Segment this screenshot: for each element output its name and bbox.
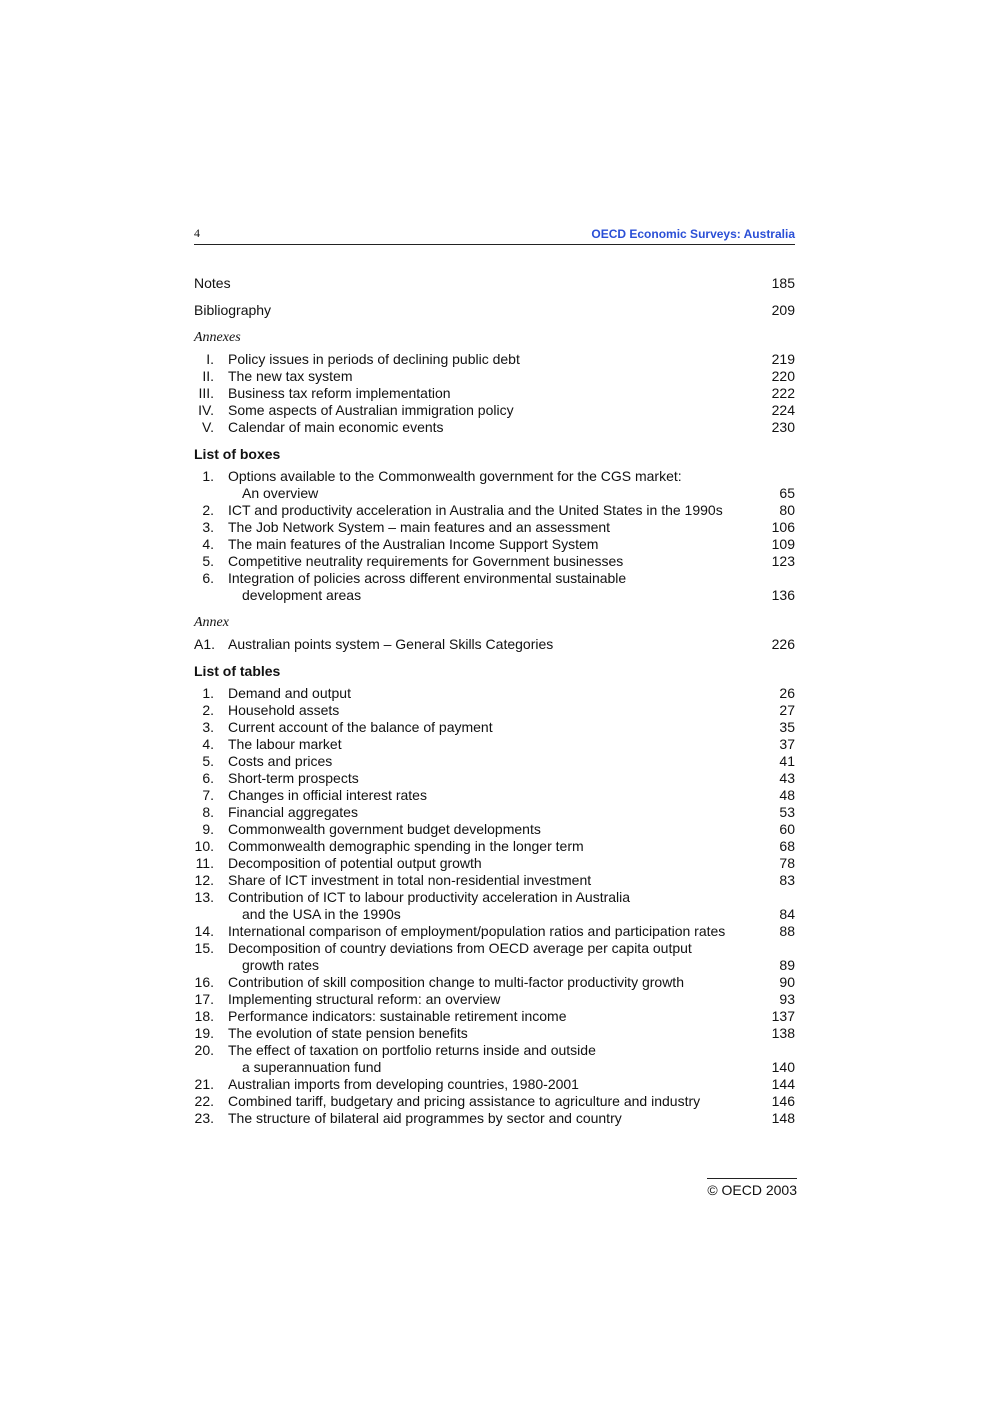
entry-label: Contribution of skill composition change to multi-factor productivity growth: [228, 974, 684, 990]
entry-page: 123: [771, 553, 795, 569]
entry-page: 226: [771, 636, 795, 652]
entry-number-cell: [194, 519, 228, 536]
toc-entry[interactable]: [194, 940, 795, 974]
entry-number-cell: [194, 368, 228, 385]
entry-page: 222: [771, 385, 795, 401]
entry-number-cell: [194, 570, 228, 604]
entry-title: [228, 636, 745, 653]
toc-entry[interactable]: [194, 770, 795, 787]
entry-title: [228, 719, 745, 736]
entry-page: 219: [771, 351, 795, 367]
entry-number-cell: [194, 991, 228, 1008]
entry-number-cell: [194, 1042, 228, 1076]
entry-number-cell: [194, 889, 228, 923]
entry-page: 144: [771, 1076, 795, 1092]
entry-page: 26: [779, 685, 795, 701]
toc-entry[interactable]: [194, 468, 795, 502]
entry-label: International comparison of employment/population ratios and participation rates: [228, 923, 726, 939]
toc-entry[interactable]: [194, 368, 795, 385]
entry-label: Bibliography: [194, 302, 272, 318]
entry-title: [228, 468, 745, 502]
entry-page: 185: [771, 275, 795, 291]
entry-page: 35: [779, 719, 795, 735]
toc-entry[interactable]: [194, 502, 795, 519]
entry-number-cell: [194, 974, 228, 991]
toc-entry[interactable]: [194, 302, 795, 319]
toc-entry[interactable]: [194, 753, 795, 770]
entry-number-cell: [194, 923, 228, 940]
entry-number-cell: [194, 402, 228, 419]
document-page: [194, 226, 795, 1137]
entry-label: Short-term prospects: [228, 770, 359, 786]
entry-number-cell: [194, 804, 228, 821]
entry-page: 80: [779, 502, 795, 518]
entry-number: 5.: [202, 753, 214, 769]
boxes-heading: List of boxes: [194, 446, 281, 462]
toc-entry[interactable]: [194, 536, 795, 553]
entry-label: Business tax reform implementation: [228, 385, 451, 401]
entry-number: II.: [202, 368, 214, 384]
entry-label: Australian points system – General Skills Categories: [228, 636, 554, 652]
annexes-heading: Annexes: [194, 330, 241, 345]
entry-number-cell: [194, 685, 228, 702]
entry-number: 12.: [194, 872, 214, 888]
entry-page: 84: [779, 906, 795, 922]
running-header: [194, 226, 795, 245]
entry-number-cell: [194, 736, 228, 753]
entry-title: [228, 1110, 745, 1127]
entry-title: [228, 570, 745, 604]
annexes-list: [194, 351, 795, 436]
entry-number: 3.: [202, 719, 214, 735]
toc-entry[interactable]: [194, 570, 795, 604]
toc-entry[interactable]: [194, 685, 795, 702]
entry-label: Changes in official interest rates: [228, 787, 427, 803]
toc-entry[interactable]: [194, 736, 795, 753]
entry-number-cell: [194, 351, 228, 368]
entry-number-cell: [194, 502, 228, 519]
entry-label: Policy issues in periods of declining public debt: [228, 351, 520, 367]
entry-number: 19.: [194, 1025, 214, 1041]
entry-page: 83: [779, 872, 795, 888]
entry-number: 13.: [194, 889, 214, 905]
toc-entry[interactable]: [194, 855, 795, 872]
entry-label: Combined tariff, budgetary and pricing assistance to agriculture and industry: [228, 1093, 701, 1109]
entry-title: [228, 804, 745, 821]
entry-title: [228, 536, 745, 553]
entry-number-cell: [194, 770, 228, 787]
toc-entry[interactable]: [194, 275, 795, 292]
page-number: 4: [194, 226, 200, 240]
entry-number: 14.: [194, 923, 214, 939]
entry-title: [228, 685, 745, 702]
entry-page: 106: [771, 519, 795, 535]
entry-label: The main features of the Australian Income Support System: [228, 536, 599, 552]
toc-entry[interactable]: [194, 351, 795, 368]
toc-entry[interactable]: [194, 804, 795, 821]
entry-label: Options available to the Commonwealth government for the CGS market:: [228, 468, 682, 484]
entry-number: 15.: [194, 940, 214, 956]
entry-label: Financial aggregates: [228, 804, 358, 820]
running-title: OECD Economic Surveys: Australia: [591, 227, 795, 241]
entry-title: [228, 1042, 745, 1076]
entry-label: Demand and output: [228, 685, 351, 701]
table-of-contents: [194, 275, 795, 1127]
entry-title: [228, 702, 745, 719]
entry-number: III.: [198, 385, 214, 401]
entry-title: [228, 923, 745, 940]
toc-entry[interactable]: [194, 719, 795, 736]
boxes-list: [194, 468, 795, 604]
entry-number: 7.: [202, 787, 214, 803]
toc-entry[interactable]: [194, 385, 795, 402]
entry-title: [228, 872, 745, 889]
entry-label-continued: growth rates: [242, 957, 320, 973]
toc-entry[interactable]: [194, 1042, 795, 1076]
entry-title: [228, 1025, 745, 1042]
entry-number: 6.: [202, 770, 214, 786]
entry-page: 43: [779, 770, 795, 786]
entry-number: A1.: [194, 636, 216, 652]
entry-number: 2.: [202, 502, 214, 518]
entry-number-cell: [194, 855, 228, 872]
entry-page: 146: [771, 1093, 795, 1109]
entry-page: 148: [771, 1110, 795, 1126]
toc-entry[interactable]: [194, 787, 795, 804]
entry-number: IV.: [198, 402, 214, 418]
entry-label: The labour market: [228, 736, 342, 752]
entry-title: [228, 385, 745, 402]
tables-list: [194, 685, 795, 1127]
toc-entry[interactable]: [194, 519, 795, 536]
entry-label-continued: a superannuation fund: [242, 1059, 382, 1075]
toc-entry[interactable]: [194, 872, 795, 889]
entry-page: 140: [771, 1059, 795, 1075]
toc-entry[interactable]: [194, 821, 795, 838]
toc-entry[interactable]: [194, 636, 795, 653]
entry-number-cell: [194, 753, 228, 770]
entry-page: 78: [779, 855, 795, 871]
entry-number-cell: [194, 821, 228, 838]
entry-label: Implementing structural reform: an overview: [228, 991, 501, 1007]
entry-label: Integration of policies across different environmental sustainable: [228, 570, 627, 586]
entry-number: 4.: [202, 536, 214, 552]
toc-entry[interactable]: [194, 991, 795, 1008]
entry-page: 209: [771, 302, 795, 318]
entry-label: Commonwealth government budget developments: [228, 821, 541, 837]
entry-label: Decomposition of country deviations from OECD average per capita output: [228, 940, 692, 956]
entry-number-cell: [194, 419, 228, 436]
entry-number: 11.: [195, 855, 214, 871]
entry-page: 60: [779, 821, 795, 837]
entry-number: 18.: [194, 1008, 214, 1024]
entry-number: 1.: [202, 685, 214, 701]
entry-title: [228, 553, 745, 570]
entry-number-cell: [194, 553, 228, 570]
entry-title: [228, 1093, 745, 1110]
entry-number: 20.: [194, 1042, 214, 1058]
entry-page: 37: [779, 736, 795, 752]
entry-number: 22.: [194, 1093, 214, 1109]
entry-number-cell: [194, 1025, 228, 1042]
toc-entry[interactable]: [194, 1110, 795, 1127]
copyright: © OECD 2003: [707, 1178, 797, 1198]
entry-number: 5.: [202, 553, 214, 569]
entry-title: [228, 402, 745, 419]
entry-number-cell: [194, 385, 228, 402]
entry-title: [228, 991, 745, 1008]
entry-label: The new tax system: [228, 368, 353, 384]
entry-title: [228, 519, 745, 536]
entry-page: 138: [771, 1025, 795, 1041]
entry-number: I.: [206, 351, 214, 367]
entry-number: 9.: [202, 821, 214, 837]
tables-heading: List of tables: [194, 663, 281, 679]
top-entries: [194, 275, 795, 319]
entry-title: [228, 821, 745, 838]
entry-number: 6.: [202, 570, 214, 586]
entry-title: [228, 1008, 745, 1025]
entry-label-continued: An overview: [242, 485, 319, 501]
entry-title: [228, 855, 745, 872]
entry-label: Share of ICT investment in total non-residential investment: [228, 872, 592, 888]
entry-label: Contribution of ICT to labour productivity acceleration in Australia: [228, 889, 631, 905]
entry-number: 21.: [194, 1076, 214, 1092]
entry-page: 41: [779, 753, 795, 769]
entry-page: 224: [771, 402, 795, 418]
entry-title: [228, 351, 745, 368]
entry-label: The structure of bilateral aid programmes by sector and country: [228, 1110, 622, 1126]
entry-label: Calendar of main economic events: [228, 419, 444, 435]
entry-label: Costs and prices: [228, 753, 333, 769]
entry-title: [228, 368, 745, 385]
entry-page: 109: [771, 536, 795, 552]
entry-title: [228, 838, 745, 855]
toc-entry[interactable]: [194, 974, 795, 991]
entry-page: 137: [771, 1008, 795, 1024]
entry-page: 89: [779, 957, 795, 973]
entry-page: 230: [771, 419, 795, 435]
entry-label: Performance indicators: sustainable retirement income: [228, 1008, 567, 1024]
toc-entry[interactable]: [194, 923, 795, 940]
entry-number: 23.: [194, 1110, 214, 1126]
entry-number: 3.: [202, 519, 214, 535]
entry-number: 1.: [202, 468, 214, 484]
entry-title: [228, 1076, 745, 1093]
entry-number-cell: [194, 872, 228, 889]
entry-number-cell: [194, 1093, 228, 1110]
entry-label-continued: development areas: [242, 587, 362, 603]
entry-title: [228, 974, 745, 991]
entry-page: 65: [779, 485, 795, 501]
toc-entry[interactable]: [194, 419, 795, 436]
toc-entry[interactable]: [194, 553, 795, 570]
entry-page: 68: [779, 838, 795, 854]
entry-number-cell: [194, 838, 228, 855]
entry-number: V.: [202, 419, 214, 435]
entry-label: The Job Network System – main features and an assessment: [228, 519, 611, 535]
entry-label: Commonwealth demographic spending in the longer term: [228, 838, 584, 854]
entry-title: [228, 940, 745, 974]
entry-title: [228, 753, 745, 770]
entry-title: [228, 770, 745, 787]
entry-number: 8.: [202, 804, 214, 820]
entry-label: The evolution of state pension benefits: [228, 1025, 468, 1041]
entry-number: 17.: [194, 991, 214, 1007]
toc-entry[interactable]: [194, 1025, 795, 1042]
toc-entry[interactable]: [194, 402, 795, 419]
entry-number-cell: [194, 468, 228, 502]
entry-label: Current account of the balance of payment: [228, 719, 493, 735]
entry-title: [228, 889, 745, 923]
entry-number-cell: [194, 719, 228, 736]
entry-page: 136: [771, 587, 795, 603]
annex-heading: Annex: [194, 615, 229, 630]
entry-page: 90: [779, 974, 795, 990]
entry-page: 27: [779, 702, 795, 718]
entry-number-cell: [194, 940, 228, 974]
entry-page: 88: [779, 923, 795, 939]
entry-number: 2.: [202, 702, 214, 718]
entry-number-cell: [194, 1008, 228, 1025]
entry-label-continued: and the USA in the 1990s: [242, 906, 401, 922]
entry-number: 16.: [194, 974, 214, 990]
toc-entry[interactable]: [194, 1008, 795, 1025]
entry-label: Australian imports from developing countries, 1980-2001: [228, 1076, 579, 1092]
entry-label: Decomposition of potential output growth: [228, 855, 482, 871]
entry-label: The effect of taxation on portfolio returns inside and outside: [228, 1042, 596, 1058]
annex-list: [194, 636, 795, 653]
entry-title: [228, 736, 745, 753]
toc-entry[interactable]: [194, 889, 795, 923]
entry-title: [228, 502, 745, 519]
entry-label: Competitive neutrality requirements for Government businesses: [228, 553, 624, 569]
entry-title: [228, 787, 745, 804]
toc-entry[interactable]: [194, 702, 795, 719]
entry-title: [228, 419, 745, 436]
entry-number-cell: [194, 536, 228, 553]
entry-label: Notes: [194, 275, 231, 291]
toc-entry[interactable]: [194, 838, 795, 855]
entry-page: 93: [779, 991, 795, 1007]
entry-number-cell: [194, 1110, 228, 1127]
entry-label: Some aspects of Australian immigration policy: [228, 402, 514, 418]
entry-number-cell: [194, 787, 228, 804]
entry-page: 220: [771, 368, 795, 384]
entry-number-cell: [194, 1076, 228, 1093]
entry-label: Household assets: [228, 702, 340, 718]
toc-entry[interactable]: [194, 1076, 795, 1093]
entry-number-cell: [194, 702, 228, 719]
entry-label: ICT and productivity acceleration in Australia and the United States in the 1990s: [228, 502, 723, 518]
entry-number: 10.: [194, 838, 214, 854]
entry-number: 4.: [202, 736, 214, 752]
entry-page: 53: [779, 804, 795, 820]
toc-entry[interactable]: [194, 1093, 795, 1110]
entry-page: 48: [779, 787, 795, 803]
entry-number-cell: [194, 636, 228, 653]
